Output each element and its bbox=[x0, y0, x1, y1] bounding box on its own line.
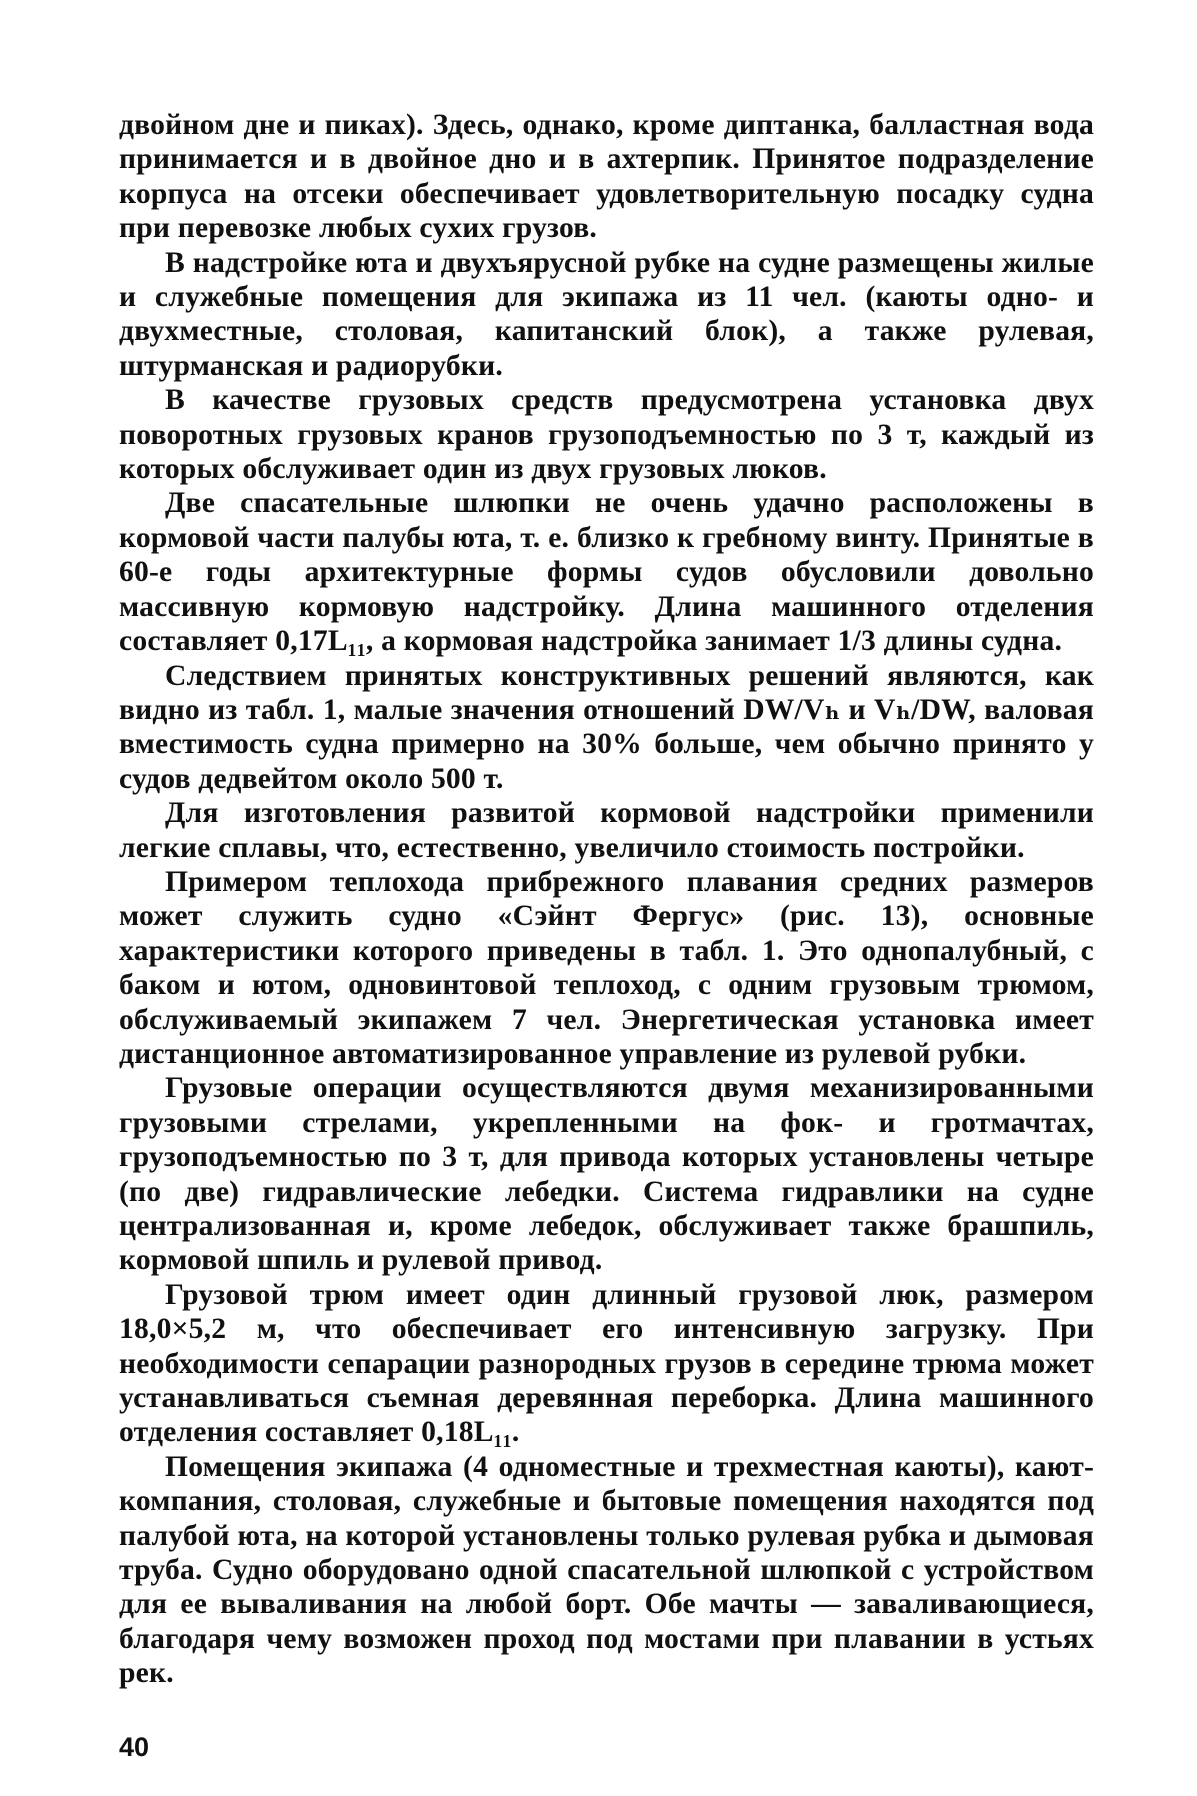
paragraph-3: В качестве грузовых средств предусмотрена установка двух поворотных грузовых кранов грузоподъемностью по 3 т, каждый из которых обслуживает один из двух грузовых люков. bbox=[119, 384, 1094, 486]
paragraph-6: Для изготовления развитой кормовой надстройки применили легкие сплавы, что, естественно, увеличило стоимость постройки. bbox=[119, 797, 1094, 864]
paragraph-1: двойном дне и пиках). Здесь, однако, кроме диптанка, балластная вода принимается и в двойное дно и в ахтерпик. Принятое подразделение корпуса на отсеки обеспечивает удовлетворительную посадку судна при перевозке любых сухих грузов. bbox=[119, 109, 1094, 245]
paragraph-5: Следствием принятых конструктивных решений являются, как видно из табл. 1, малые значения отношений DW/Vₕ и Vₕ/DW, валовая вместимость судна примерно на 30% больше, чем обычно принято у судов дедвейтом около 500 т. bbox=[119, 659, 1094, 795]
paragraph-9: Грузовой трюм имеет один длинный грузовой люк, размером 18,0×5,2 м, что обеспечивает его интенсивную загрузку. При необходимости сепарации разнородных грузов в середине трюма может устанавливаться съемная деревянная переборка. Длина машинного отделения составляет 0,18L₁₁. bbox=[119, 1278, 1094, 1449]
paragraph-8: Грузовые операции осуществляются двумя механизированными грузовыми стрелами, укрепленными на фок- и гротмачтах, грузоподъемностью по 3 т, для привода которых установлены четыре (по две) гидравлические лебедки. Система гидравлики на судне централизованная и, кроме лебедок, обслуживает также брашпиль, кормовой шпиль и рулевой привод. bbox=[119, 1072, 1094, 1277]
paragraph-2: В надстройке юта и двухъярусной рубке на судне размещены жилые и служебные помещения для экипажа из 11 чел. (каюты одно- и двухместные, столовая, капитанский блок), а также рулевая, штурманская и радиорубки. bbox=[119, 246, 1094, 382]
page-body bbox=[119, 108, 1094, 1691]
paragraph-7: Примером теплохода прибрежного плавания средних размеров может служить судно «Сэйнт Фергус» (рис. 13), основные характеристики которого приведены в табл. 1. Это однопалубный, с баком и ютом, одновинтовой теплоход, с одним грузовым трюмом, обслуживаемый экипажем 7 чел. Энергетическая установка имеет дистанционное автоматизированное управление из рулевой рубки. bbox=[119, 865, 1094, 1070]
paragraph-10: Помещения экипажа (4 одноместные и трехместная каюты), кают-компания, столовая, служебные и бытовые помещения находятся под палубой юта, на которой установлены только рулевая рубка и дымовая труба. Судно оборудовано одной спасательной шлюпкой с устройством для ее вываливания на любой борт. Обе мачты — заваливающиеся, благодаря чему возможен проход под мостами при плавании в устьях рек. bbox=[119, 1450, 1094, 1690]
page-number: 40 bbox=[119, 1732, 150, 1762]
paragraph-4: Две спасательные шлюпки не очень удачно расположены в кормовой части палубы юта, т. е. близко к гребному винту. Принятые в 60-е годы архитектурные формы судов обусловили довольно массивную кормовую надстройку. Длина машинного отделения составляет 0,17L₁₁, а кормовая надстройка занимает 1/3 длины судна. bbox=[119, 487, 1094, 658]
